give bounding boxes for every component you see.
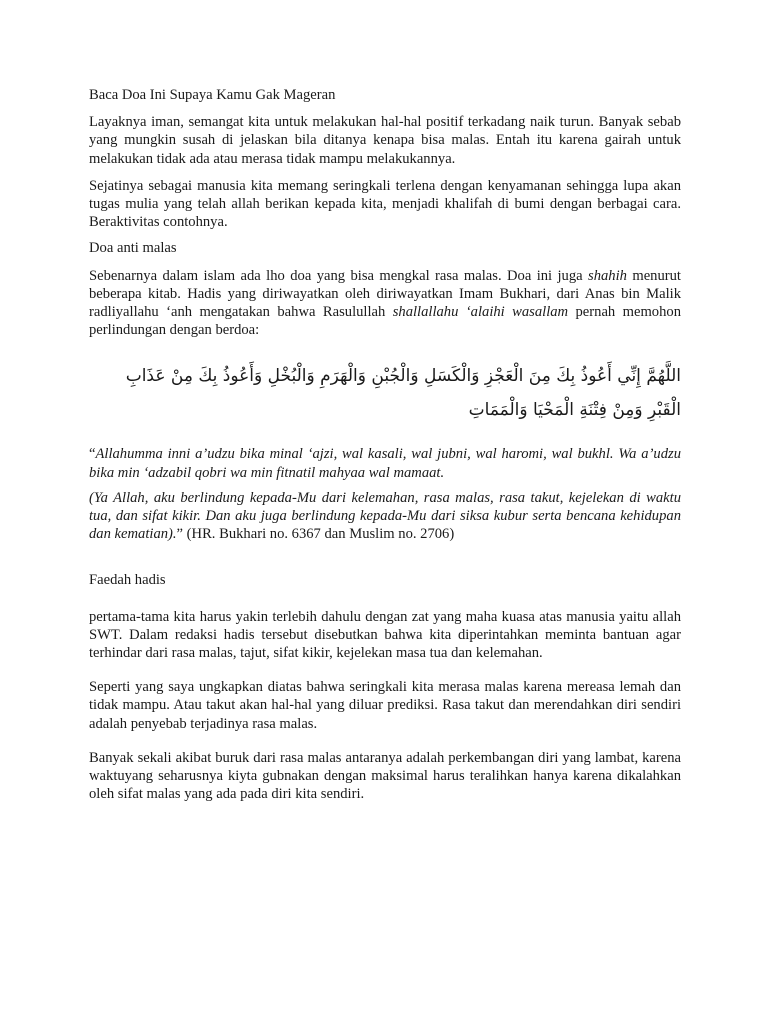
latin-open-quote: “ xyxy=(89,446,96,463)
hadith-intro-italic-2: shallallahu ‘alaihi wasallam xyxy=(392,304,569,321)
heading-doa-anti-malas: Doa anti malas xyxy=(89,240,177,257)
hadith-intro-paragraph xyxy=(89,267,681,340)
hadith-intro-text-1: Sebenarnya dalam islam ada lho doa yang bisa mengkal rasa malas. Doa ini juga xyxy=(89,267,589,284)
intro-paragraph: Layaknya iman, semangat kita untuk melakukan hal-hal positif terkadang naik turun. Banyak sebab yang mungkin susah di jelaskan bila ditanya kenapa bisa malas. Entah itu karena gairah untuk melakukan tidak ada atau merasa tidak mampu melakukannya. xyxy=(89,114,681,167)
hadith-intro-text-3: pernah memohon perlindungan dengan berdoa: xyxy=(89,304,681,339)
faedah-paragraph-1: pertama-tama kita harus yakin terlebih dahulu dengan zat yang maha kuasa atas manusia yaitu allah SWT. Dalam redaksi hadis tersebut disebutkan bahwa kita diperintahkan meminta bantuan agar terhindar dari rasa malas, tajut, sifat kikir, kejelekan masa tua dan kelemahan. xyxy=(89,608,681,662)
latin-doa-text: Allahumma inni a’udzu bika minal ‘ajzi, wal kasali, wal jubni, wal haromi, wal bukhl. Wa a’udzu bika min ‘adzabil qobri wa min fitnatil mahyaa wal mamaat. xyxy=(89,446,681,481)
arabic-doa-text: اللَّهُمَّ إِنِّي أَعُوذُ بِكَ مِنَ الْعَجْزِ وَالْكَسَلِ وَالْجُبْنِ وَالْهَرَمِ وَالْبُخْلِ وَأَعُوذُ بِكَ مِنْ عَذَابِ الْقَبْرِ وَمِنْ فِتْنَةِ الْمَحْيَا وَالْمَمَاتِ xyxy=(125,366,681,421)
faedah-paragraph-2: Seperti yang saya ungkapkan diatas bahwa seringkali kita merasa malas karena mereasa lemah dan tidak mampu. Atau takut akan hal-hal yang diluar prediksi. Rasa takut dan merendahkan diri sendiri adalah penyebab terjadinya rasa malas. xyxy=(89,679,681,732)
hadith-intro-text-2: menurut beberapa kitab. Hadis yang diriwayatkan oleh diriwayatkan Imam Bukhari, dari Anas bin Malik radliyallahu ‘anh mengatakan bahwa Rasulullah xyxy=(89,267,681,321)
doa-translation xyxy=(89,489,681,544)
second-paragraph: Sejatinya sebagai manusia kita memang seringkali terlena dengan kenyamanan sehingga lupa akan tugas mulia yang telah allah berikan kepada kita, menjadi khalifah di bumi dengan berbagai cara. Beraktivitas contohnya. xyxy=(89,177,681,231)
document-page xyxy=(89,86,681,803)
faedah-paragraph-3: Banyak sekali akibat buruk dari rasa malas antaranya adalah perkembangan diri yang lambat, karena waktuyang seharusnya kiyta gubnakan dengan maksimal harus teralihkan hanya karena dikalahkan oleh sifat malas yang ada pada diri kita sendiri. xyxy=(89,749,681,803)
heading-faedah-hadis: Faedah hadis xyxy=(89,572,166,589)
translation-source: ” (HR. Bukhari no. 6367 dan Muslim no. 2706) xyxy=(176,526,455,543)
hadith-intro-italic-1: shahih xyxy=(588,267,627,284)
latin-doa-transliteration xyxy=(89,445,681,481)
document-title: Baca Doa Ini Supaya Kamu Gak Mageran xyxy=(89,87,336,103)
translation-text: (Ya Allah, aku berlindung kepada-Mu dari kelemahan, rasa malas, rasa takut, kejelekan di waktu tua, dan sifat kikir. Dan aku juga berlindung kepada-Mu dari siksa kubur serta bencana kehidupan dan kematian). xyxy=(89,489,681,543)
